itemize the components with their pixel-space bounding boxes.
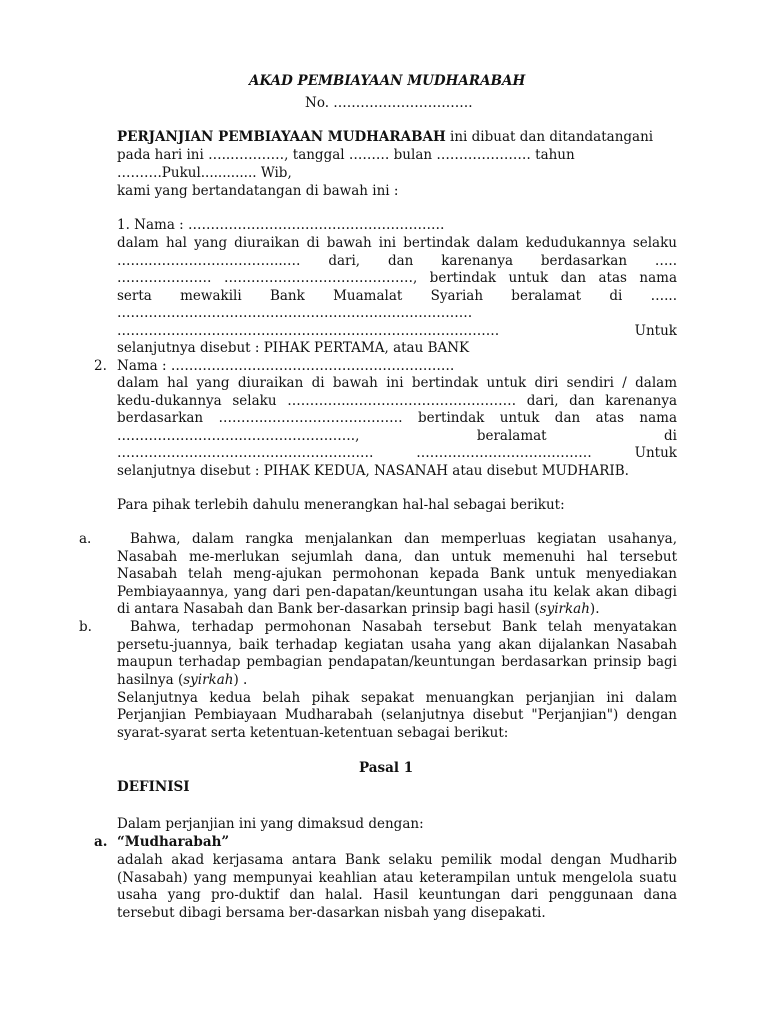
point-a-line-3: Nasabah telah meng-ajukan permohonan kepada Bank untuk menyediakan (117, 566, 677, 582)
party1-line-5: ……………………………………………………….…………… (117, 305, 473, 321)
pasal-subtitle: DEFINISI (117, 779, 190, 795)
number-dots: …………………………. (333, 95, 473, 111)
agreement-line-2: Perjanjian Pembiayaan Mudharabah (selanjutnya disebut "Perjanjian") dengan (117, 707, 677, 723)
intro-bold-lead: PERJANJIAN PEMBIAYAAN MUDHARABAH (117, 129, 446, 145)
preface-text: Para pihak terlebih dahulu menerangkan hal-hal sebagai berikut: (117, 497, 565, 513)
party2-line-3: berdasarkan ………..………………………… bertindak untuk dan atas nama (117, 410, 677, 426)
intro-rest: ini dibuat dan ditandatangani (450, 129, 654, 145)
party1-heading: 1. Nama : ………………………………………………… (117, 217, 445, 233)
intro-line-1 (117, 128, 653, 146)
point-a-line-4: Pembiayaannya, yang dari pen-dapatan/keuntungan usaha itu kelak akan dibagi (117, 584, 677, 600)
point-b-line-1: Bahwa, terhadap permohonan Nasabah tersebut Bank telah menyatakan (130, 619, 677, 635)
party1-line-4: serta mewakili Bank Muamalat Syariah beralamat di …... (117, 288, 677, 304)
point-b-marker: b. (79, 619, 92, 635)
party2-number: 2. (94, 358, 107, 374)
party2-line-1: dalam hal yang diuraikan di bawah ini bertindak untuk diri sendiri / dalam (117, 375, 677, 391)
pasal-title: Pasal 1 (359, 760, 414, 776)
definition-a-line-3: usaha yang pro-duktif dan halal. Hasil keuntungan dari penggunaan dana (117, 887, 677, 903)
syirkah-term: syirkah (539, 601, 590, 617)
definition-a-line-4: tersebut dibagi bersama ber-dasarkan nisbah yang disepakati. (117, 905, 546, 921)
definition-a-line-1: adalah akad kerjasama antara Bank selaku pemilik modal dengan Mudharib (117, 852, 677, 868)
party1-line-7: selanjutnya disebut : PIHAK PERTAMA, atau BANK (117, 340, 470, 356)
party1-line-6: …………………………………………………………….…………… Untuk (117, 323, 677, 339)
party1-line-3: ………………… ……………………………………, bertindak untuk dan atas nama (117, 270, 677, 286)
intro-line-2: pada hari ini …..…………, tanggal ……… bulan ………………… tahun (117, 147, 575, 163)
point-a-line-5-pre: di antara Nasabah dan Bank ber-dasarkan prinsip bagi hasil ( (117, 601, 540, 617)
point-b-line-3: maupun terhadap pembagian pendapatan/keuntungan berdasarkan prinsip bagi (117, 654, 677, 670)
point-a-marker: a. (79, 531, 92, 547)
definition-a-marker: a. (94, 834, 108, 850)
syirkah-term: syirkah (183, 672, 234, 688)
point-b-line-4-pre: hasilnya ( (117, 672, 184, 688)
agreement-line-1: Selanjutnya kedua belah pihak sepakat menuangkan perjanjian ini dalam (117, 690, 677, 706)
point-b-line-2: persetu-juannya, baik terhadap kegiatan usaha yang akan dijalankan Nasabah (117, 637, 677, 653)
definition-a-line-2: (Nasabah) yang mempunyai keahlian atau keterampilan untuk mengelola suatu (117, 870, 677, 886)
point-a-line-5 (117, 600, 599, 618)
agreement-line-3: syarat-syarat serta ketentuan-ketentuan sebagai berikut: (117, 725, 509, 741)
point-b-line-4-post: ) . (233, 672, 248, 688)
party2-line-6: selanjutnya disebut : PIHAK KEDUA, NASANAH atau disebut MUDHARIB. (117, 463, 629, 479)
party2-heading: Nama : ……………………………………………………… (117, 358, 455, 374)
party2-line-2: kedu-dukannya selaku …………...……………………………… dari, dan karenanya (117, 393, 677, 409)
party2-line-5: ………………………………………………… ………………………………… Untuk (117, 445, 677, 461)
intro-line-3: ……….Pukul............. Wib, (117, 165, 292, 181)
point-a-line-1: Bahwa, dalam rangka menjalankan dan memperluas kegiatan usahanya, (130, 531, 677, 547)
definition-a-term: “Mudharabah” (117, 834, 230, 850)
document-title: AKAD PEMBIAYAAN MUDHARABAH (249, 73, 526, 89)
party2-line-4: ……………………….……………………., beralamat di (117, 428, 677, 444)
intro-line-4: kami yang bertandatangan di bawah ini : (117, 183, 399, 199)
point-a-line-5-post: ). (589, 601, 600, 617)
party1-line-2: ……..………………………...… dari, dan karenanya berdasarkan ….. (117, 253, 677, 269)
number-label: No. (305, 95, 329, 111)
point-a-line-2: Nasabah me-merlukan sejumlah dana, dan untuk memenuhi hal tersebut (117, 549, 677, 565)
definition-intro: Dalam perjanjian ini yang dimaksud dengan: (117, 816, 424, 832)
document-number (305, 94, 473, 112)
party1-line-1: dalam hal yang diuraikan di bawah ini bertindak dalam kedudukannya selaku (117, 235, 677, 251)
point-b-line-4 (117, 671, 247, 689)
